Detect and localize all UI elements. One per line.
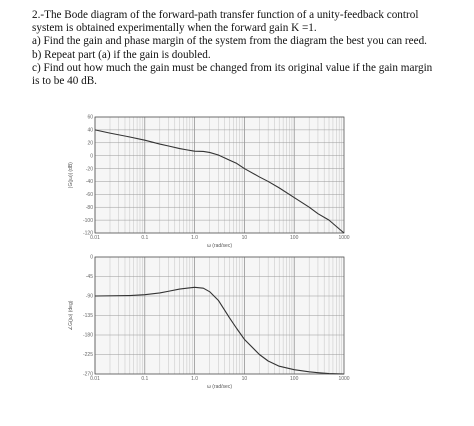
plot-background: [95, 117, 344, 233]
x-tick-label: 0.01: [90, 235, 100, 241]
y-tick-label: -270: [82, 371, 93, 378]
x-tick-label: 10: [241, 376, 248, 382]
problem-line: 2.-The Bode diagram of the forward-path transfer function of a unity-feedback control: [32, 9, 419, 21]
problem-line: system is obtained experimentally when the forward gain K =1.: [32, 22, 317, 35]
problem-line: a) Find the gain and phase margin of the system from the diagram the best you can reed.: [32, 35, 427, 48]
bode-plot-magnitude: [68, 115, 350, 249]
y-tick-label: -60: [85, 192, 93, 199]
y-axis-label: ∠G(jω) (deg): [68, 300, 74, 331]
y-tick-label: -90: [85, 293, 93, 300]
problem-line: b) Repeat part (a) if the gain is doubled.: [32, 48, 211, 61]
x-tick-label: 0.1: [141, 376, 149, 382]
y-tick-label: 60: [87, 114, 93, 121]
y-tick-label: -45: [85, 274, 93, 281]
y-tick-label: -80: [85, 204, 93, 211]
x-axis-label: ω (rad/sec): [206, 384, 233, 390]
problem-line: c) Find out how much the gain must be changed from its original value if the gain margin: [32, 61, 433, 74]
x-tick-label: 0.01: [90, 376, 100, 382]
y-tick-label: 40: [87, 127, 93, 134]
x-tick-label: 1000: [338, 376, 350, 382]
y-tick-label: -225: [82, 352, 93, 359]
y-tick-label: -180: [82, 332, 93, 339]
y-tick-label: -120: [82, 230, 93, 237]
y-tick-label: -135: [82, 313, 93, 320]
x-tick-label: 1.0: [191, 235, 199, 241]
x-tick-label: 1000: [338, 235, 350, 241]
y-tick-label: -40: [85, 179, 93, 186]
y-tick-label: -20: [85, 166, 93, 173]
x-axis-label: ω (rad/sec): [206, 243, 233, 249]
x-tick-label: 100: [290, 376, 299, 382]
x-tick-label: 10: [241, 235, 248, 241]
y-tick-label: 0: [90, 254, 93, 261]
y-tick-label: 0: [90, 153, 93, 160]
y-tick-label: -100: [82, 217, 93, 224]
problem-line: is to be 40 dB.: [32, 75, 97, 88]
x-tick-label: 0.1: [141, 235, 149, 241]
x-tick-label: 1.0: [191, 376, 199, 382]
bode-plot-phase: [68, 255, 350, 390]
x-tick-label: 100: [290, 235, 299, 241]
y-axis-label: |G(jω)| (dB): [68, 162, 74, 188]
y-tick-label: 20: [87, 140, 93, 147]
